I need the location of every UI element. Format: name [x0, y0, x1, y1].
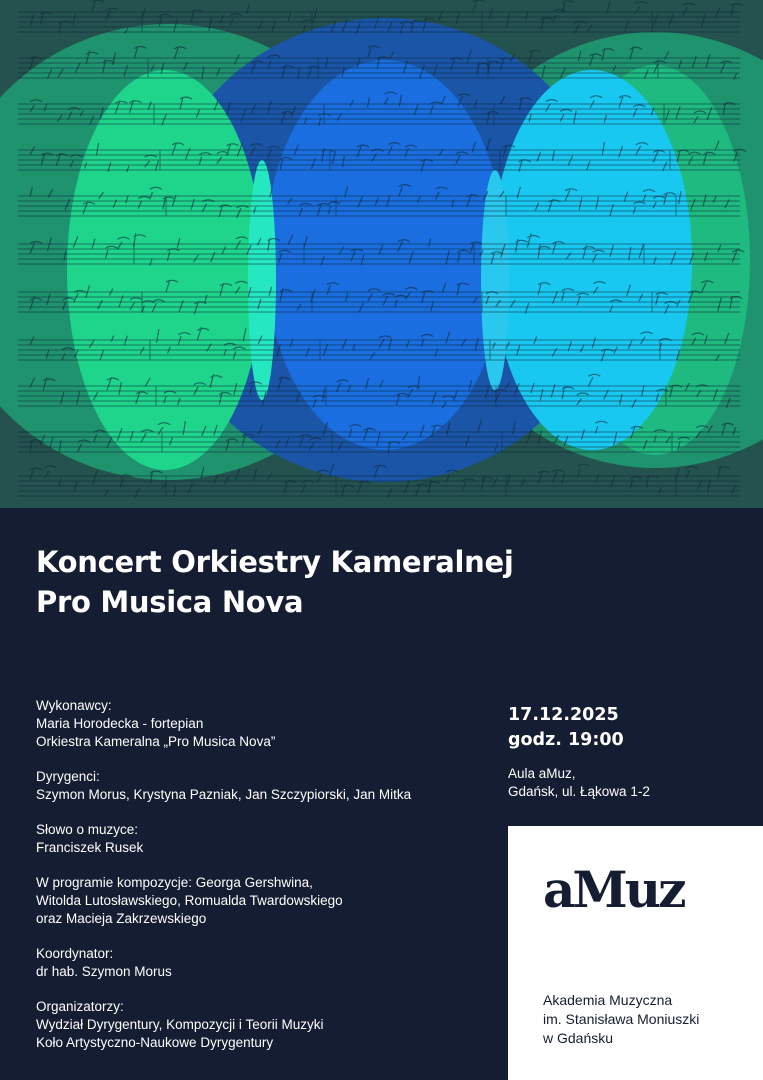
coordinator-section [36, 945, 476, 981]
performers-section [36, 697, 476, 751]
title-line-2: Pro Musica Nova [36, 585, 304, 619]
event-date: 17.12.2025 [508, 705, 619, 725]
talk-section [36, 821, 476, 857]
organizers-section [36, 998, 476, 1052]
academy-name-line: im. Stanisława Moniuszki [543, 1011, 700, 1027]
performers-label: Wykonawcy: [36, 698, 112, 713]
hero-image-music-manuscript [0, 0, 763, 508]
organizer-item: Wydział Dyrygentury, Kompozycji i Teorii Muzyki [36, 1017, 324, 1032]
conductors-section [36, 768, 476, 804]
performer-item: Orkiestra Kameralna „Pro Musica Nova” [36, 734, 276, 749]
academy-name-line: w Gdańsku [543, 1030, 614, 1046]
concert-title [36, 542, 514, 622]
conductors-names: Szymon Morus, Krystyna Pazniak, Jan Szczypiorski, Jan Mitka [36, 787, 412, 802]
title-line-1: Koncert Orkiestry Kameralnej [36, 545, 514, 579]
academy-name [543, 991, 699, 1048]
venue-line: Gdańsk, ul. Łąkowa 1-2 [508, 784, 650, 799]
coordinator-label: Koordynator: [36, 946, 114, 961]
organizer-item: Koło Artystyczno-Naukowe Dyrygentury [36, 1035, 274, 1050]
date-venue [508, 703, 650, 801]
academy-name-line: Akademia Muzyczna [543, 992, 673, 1008]
event-details [36, 697, 476, 1069]
venue-line: Aula aMuz, [508, 766, 576, 781]
program-line: oraz Macieja Zakrzewskiego [36, 911, 207, 926]
program-line: Witolda Lutosławskiego, Romualda Twardowskiego [36, 893, 343, 908]
event-time: godz. 19:00 [508, 730, 624, 750]
program-line: W programie kompozycje: Georga Gershwina, [36, 875, 313, 890]
venue-address [508, 765, 650, 801]
organizers-label: Organizatorzy: [36, 999, 124, 1014]
conductors-label: Dyrygenci: [36, 769, 100, 784]
talk-name: Franciszek Rusek [36, 840, 144, 855]
performer-item: Maria Horodecka - fortepian [36, 716, 204, 731]
amuz-logo-panel [508, 826, 763, 1080]
manuscript-circles-graphic [0, 0, 763, 508]
program-section [36, 874, 476, 928]
amuz-logo: aMuz [543, 860, 684, 919]
talk-label: Słowo o muzyce: [36, 822, 139, 837]
coordinator-name: dr hab. Szymon Morus [36, 964, 172, 979]
